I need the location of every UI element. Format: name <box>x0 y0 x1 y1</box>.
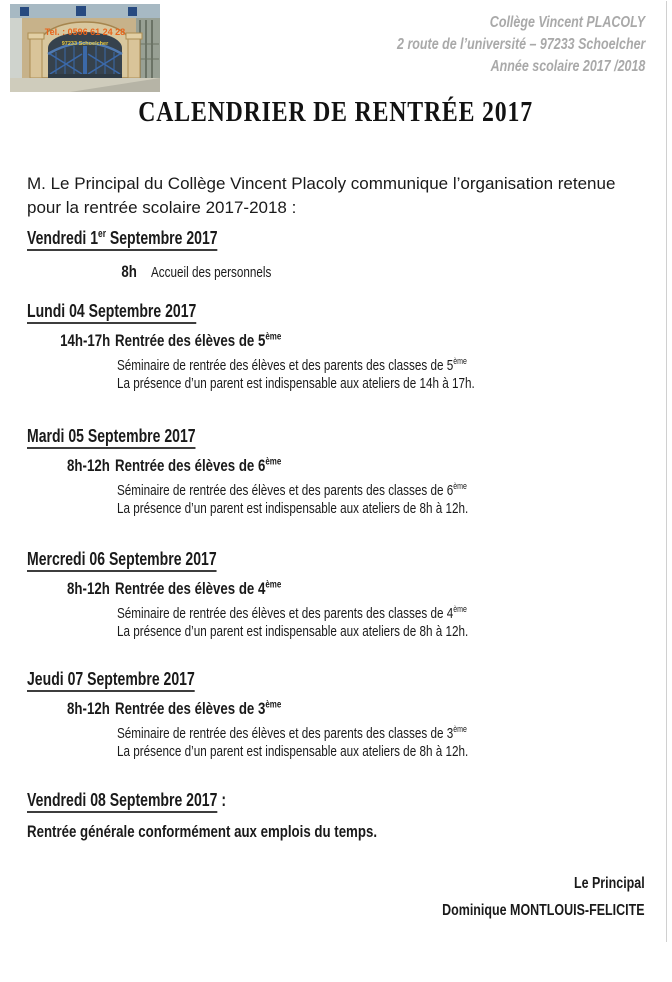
detail-line: Séminaire de rentrée des élèves et des parents des classes de 4ème <box>117 604 467 622</box>
event-row: 8h-12h Rentrée des élèves de 3ème <box>67 699 282 718</box>
event-details <box>27 725 666 760</box>
school-entrance-illustration <box>10 4 160 92</box>
event-details <box>27 482 666 517</box>
detail-line: Séminaire de rentrée des élèves et des parents des classes de 3ème <box>117 724 467 742</box>
day-heading: Vendredi 1er Septembre 2017 <box>27 226 666 250</box>
detail-line: La présence d’un parent est indispensable aux ateliers de 8h à 12h. <box>117 742 469 760</box>
event-row: 8h-12h Rentrée des élèves de 6ème <box>67 456 282 475</box>
page-border-right <box>666 1 667 942</box>
event-row: 8h Accueil des personnels <box>121 262 272 281</box>
signature-block <box>385 874 645 920</box>
photo-overlay-text: 97233 Schoelcher <box>61 41 109 47</box>
closing-note: Rentrée générale conformément aux emplois du temps. <box>27 822 378 841</box>
school-address: 2 route de l’université – 97233 Schoelcher <box>396 36 645 53</box>
school-photo <box>10 4 160 92</box>
day-heading: Lundi 04 Septembre 2017 <box>27 299 666 323</box>
section-vendredi-01 <box>27 226 666 283</box>
event-row: 8h-12h Rentrée des élèves de 4ème <box>67 579 282 598</box>
school-name: Collège Vincent PLACOLY <box>489 14 645 31</box>
section-mardi-05 <box>27 424 666 517</box>
detail-line: La présence d’un parent est indispensable aux ateliers de 14h à 17h. <box>117 374 475 392</box>
day-heading: Mardi 05 Septembre 2017 <box>27 424 666 448</box>
day-heading: Mercredi 06 Septembre 2017 <box>27 547 666 571</box>
school-year: Année scolaire 2017 /2018 <box>490 58 645 75</box>
day-heading: Jeudi 07 Septembre 2017 <box>27 667 666 691</box>
detail-line: La présence d’un parent est indispensable aux ateliers de 8h à 12h. <box>117 622 469 640</box>
event-details <box>27 605 666 640</box>
intro-paragraph: M. Le Principal du Collège Vincent Placoly communique l’organisation retenue pour la rentrée scolaire 2017-2018 : <box>27 174 616 217</box>
section-vendredi-08 <box>27 788 666 842</box>
school-info-block <box>327 12 645 78</box>
detail-line: Séminaire de rentrée des élèves et des parents des classes de 6ème <box>117 481 467 499</box>
detail-line: La présence d’un parent est indispensable aux ateliers de 8h à 12h. <box>117 499 469 517</box>
day-heading: Vendredi 08 Septembre 2017 : <box>27 788 666 812</box>
photo-tel-text: Tel. : 0596 61 24 28 <box>44 27 126 37</box>
signature-role: Le Principal <box>574 875 645 892</box>
section-lundi-04 <box>27 299 666 392</box>
section-jeudi-07 <box>27 667 666 760</box>
event-row: 14h-17h Rentrée des élèves de 5ème <box>59 331 282 350</box>
event-details <box>27 357 666 392</box>
section-mercredi-06 <box>27 547 666 640</box>
signature-name: Dominique MONTLOUIS-FELICITE <box>442 902 645 919</box>
detail-line: Séminaire de rentrée des élèves et des parents des classes de 5ème <box>117 356 467 374</box>
page-title: CALENDRIER DE RENTRÉE 2017 <box>138 96 534 128</box>
